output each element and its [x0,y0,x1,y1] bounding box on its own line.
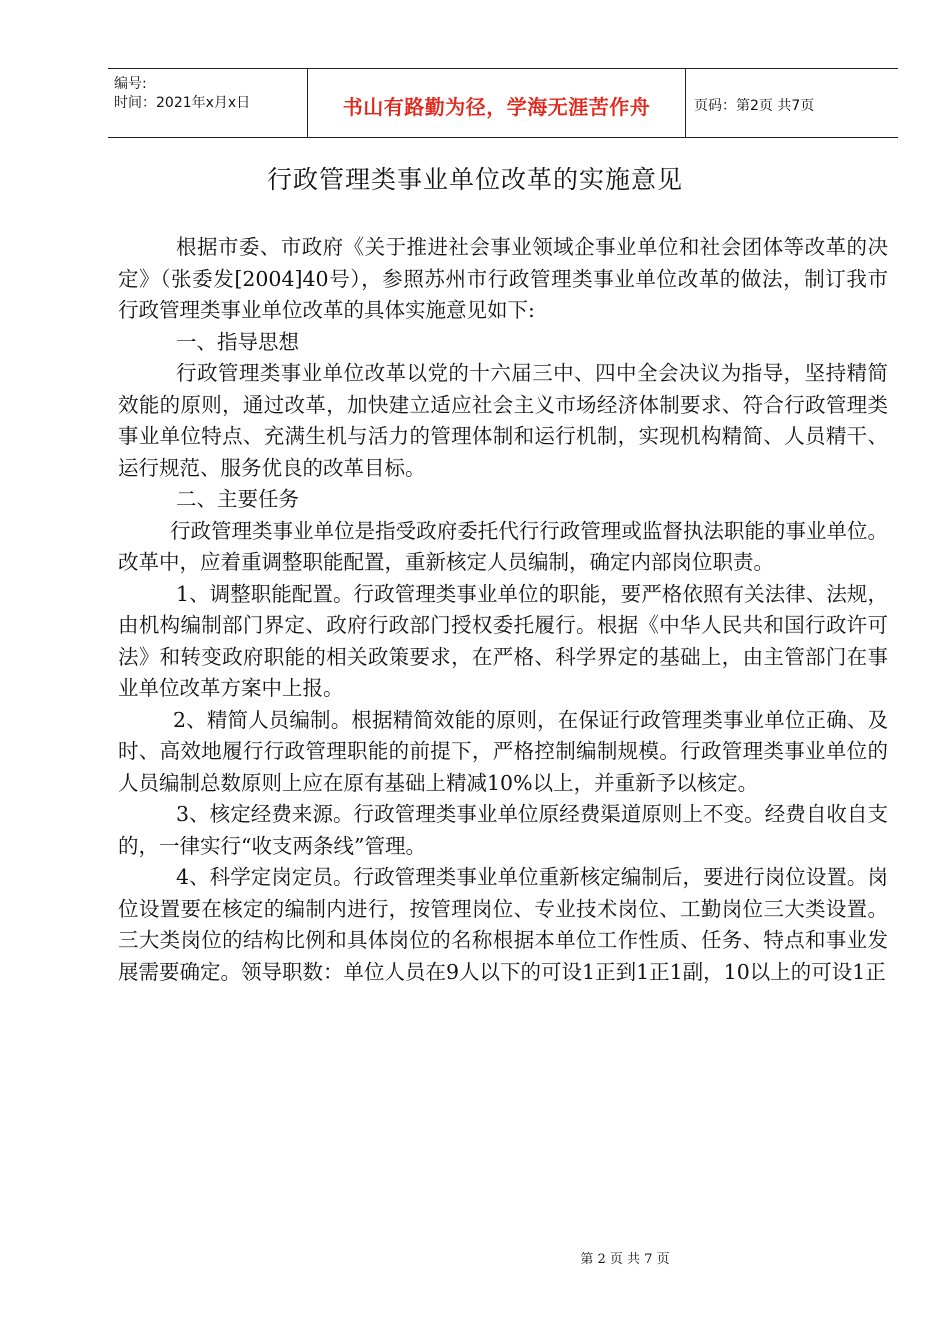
document-title: 行政管理类事业单位改革的实施意见 [266,165,683,194]
paragraph-task-3: 3、核定经费来源。行政管理类事业单位原经费渠道原则上不变。经费自收自支的，一律实行“收支两条线”管理。 [118,802,888,858]
paragraph-task-4: 4、科学定岗定员。行政管理类事业单位重新核定编制后，要进行岗位设置。岗位设置要在核定的编制内进行，按管理岗位、专业技术岗位、工勤岗位三大类设置。三大类岗位的结构比例和具体岗位的名称根据本单位工作性质、任务、特点和事业发展需要确定。领导职数：单位人员在9人以下的可设1正到1正1副，10以上的可设1正 [118,865,888,984]
header-meta [108,69,308,137]
paragraph-main-tasks: 行政管理类事业单位是指受政府委托代行行政管理或监督执法职能的事业单位。改革中，应着重调整职能配置，重新核定人员编制，确定内部岗位职责。 [118,518,888,574]
paragraph-guiding-ideology: 行政管理类事业单位改革以党的十六届三中、四中全会决议为指导，坚持精简效能的原则，通过改革，加快建立适应社会主义市场经济体制要求、符合行政管理类事业单位特点、充满生机与活力的管理体制和运行机制，实现机构精简、人员精干、运行规范、服务优良的改革目标。 [118,361,888,480]
document-number-label: 编号: [114,76,147,92]
paragraph-intro: 根据市委、市政府《关于推进社会事业领域企事业单位和社会团体等改革的决定》（张委发[2004]40号），参照苏州市行政管理类事业单位改革的做法，制订我市行政管理类事业单位改革的具体实施意见如下: [118,235,888,322]
header-page-number: 页码：第2页 共7页 [694,98,815,114]
page-header [108,68,898,138]
paragraph-task-1: 1、调整职能配置。行政管理类事业单位的职能，要严格依照有关法律、法规，由机构编制部门界定、政府行政部门授权委托履行。根据《中华人民共和国行政许可法》和转变政府职能的相关政策要求，在严格、科学界定的基础上，由主管部门在事业单位改革方案中上报。 [118,581,888,700]
page-footer: 第 2 页 共 7 页 [580,1252,670,1267]
section-heading-main-tasks: 二、主要任务 [176,487,299,511]
paragraph-task-2: 2、精简人员编制。根据精简效能的原则，在保证行政管理类事业单位正确、及时、高效地履行行政管理职能的前提下，严格控制编制规模。行政管理类事业单位的人员编制总数原则上应在原有基础上精减10%以上，并重新予以核定。 [118,707,888,795]
section-heading-guiding-ideology: 一、指导思想 [176,329,299,354]
header-motto: 书山有路勤为径，学海无涯苦作舟 [308,69,686,137]
document-date-label: 时间：2021年x月x日 [114,95,251,111]
document-body [118,232,888,988]
